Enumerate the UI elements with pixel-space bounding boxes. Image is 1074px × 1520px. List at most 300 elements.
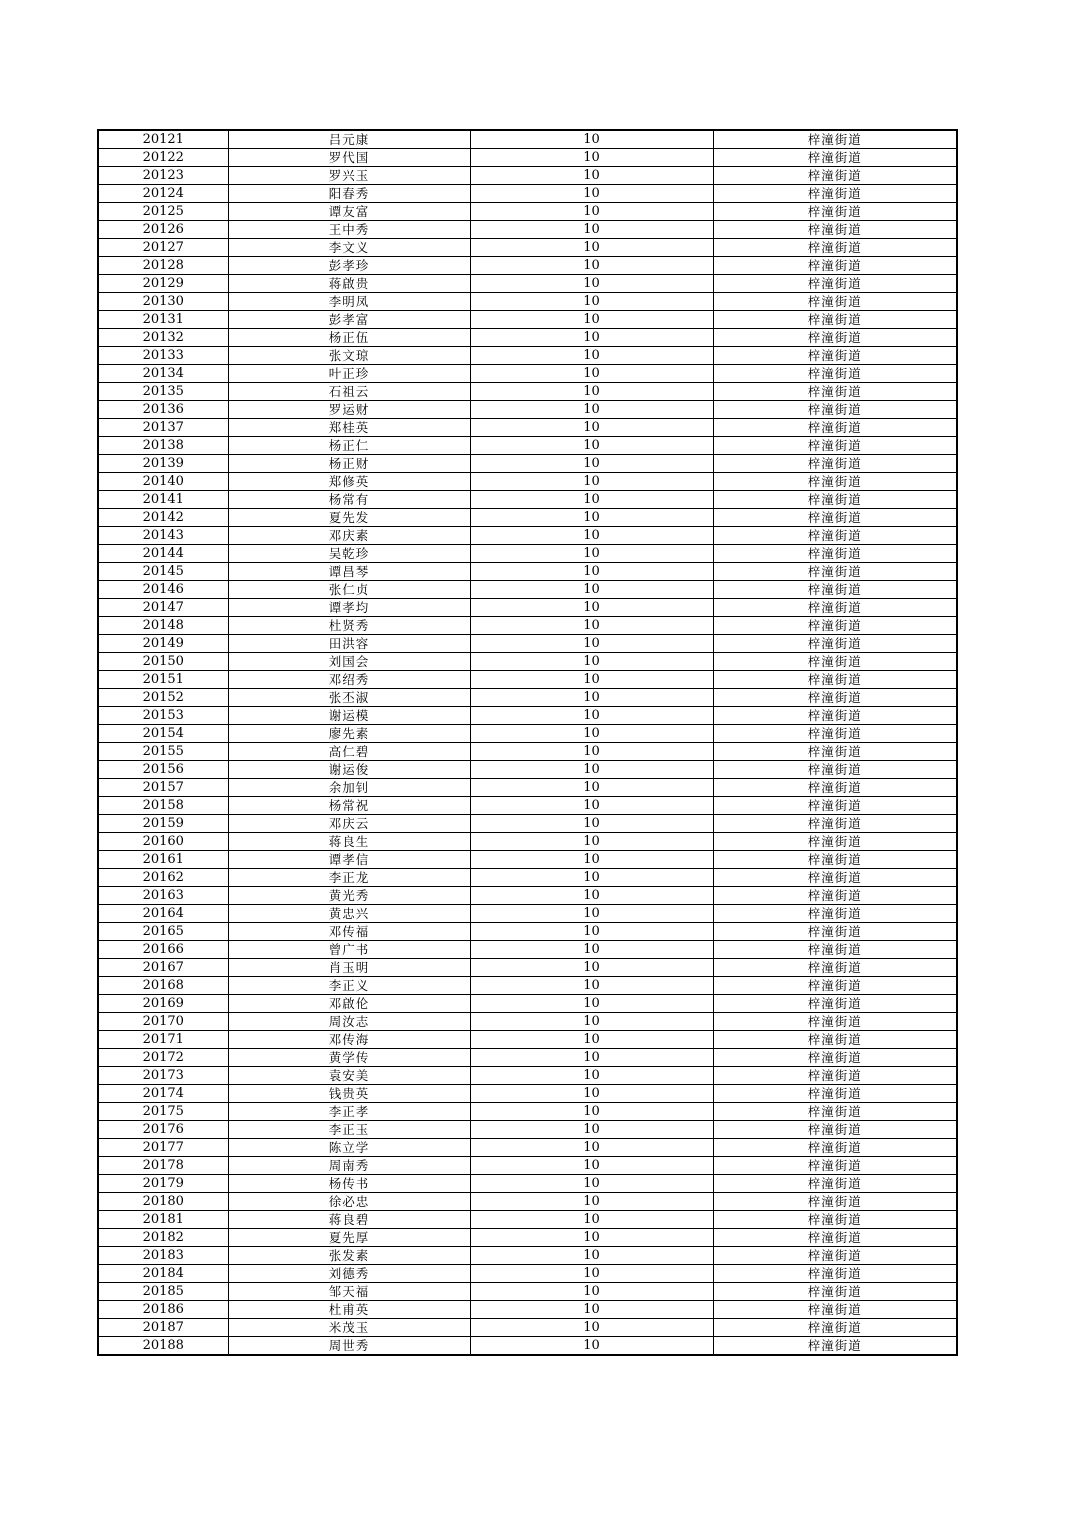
record-number-cell: 20144 bbox=[98, 545, 228, 563]
table-row bbox=[98, 419, 957, 437]
amount-cell: 10 bbox=[470, 293, 713, 311]
amount-cell: 10 bbox=[470, 1049, 713, 1067]
person-name-cell: 李正义 bbox=[228, 977, 470, 995]
street-cell: 梓潼街道 bbox=[713, 1283, 957, 1301]
street-cell: 梓潼街道 bbox=[713, 185, 957, 203]
amount-cell: 10 bbox=[470, 923, 713, 941]
table-row bbox=[98, 977, 957, 995]
street-cell: 梓潼街道 bbox=[713, 545, 957, 563]
street-cell: 梓潼街道 bbox=[713, 995, 957, 1013]
record-number-cell: 20164 bbox=[98, 905, 228, 923]
table-row bbox=[98, 365, 957, 383]
person-name-cell: 李文义 bbox=[228, 239, 470, 257]
amount-cell: 10 bbox=[470, 671, 713, 689]
person-name-cell: 邹天福 bbox=[228, 1283, 470, 1301]
record-number-cell: 20130 bbox=[98, 293, 228, 311]
person-name-cell: 邓庆素 bbox=[228, 527, 470, 545]
person-name-cell: 谭昌琴 bbox=[228, 563, 470, 581]
record-number-cell: 20187 bbox=[98, 1319, 228, 1337]
person-name-cell: 蒋良碧 bbox=[228, 1211, 470, 1229]
record-number-cell: 20182 bbox=[98, 1229, 228, 1247]
person-name-cell: 张文琼 bbox=[228, 347, 470, 365]
table-row bbox=[98, 401, 957, 419]
person-name-cell: 余加钊 bbox=[228, 779, 470, 797]
street-cell: 梓潼街道 bbox=[713, 491, 957, 509]
person-name-cell: 杜贤秀 bbox=[228, 617, 470, 635]
street-cell: 梓潼街道 bbox=[713, 1211, 957, 1229]
record-number-cell: 20127 bbox=[98, 239, 228, 257]
amount-cell: 10 bbox=[470, 1211, 713, 1229]
record-number-cell: 20151 bbox=[98, 671, 228, 689]
amount-cell: 10 bbox=[470, 545, 713, 563]
table-row bbox=[98, 1193, 957, 1211]
person-name-cell: 夏先发 bbox=[228, 509, 470, 527]
table-row bbox=[98, 563, 957, 581]
person-name-cell: 罗兴玉 bbox=[228, 167, 470, 185]
table-row bbox=[98, 689, 957, 707]
amount-cell: 10 bbox=[470, 779, 713, 797]
street-cell: 梓潼街道 bbox=[713, 473, 957, 491]
amount-cell: 10 bbox=[470, 167, 713, 185]
table-row bbox=[98, 1211, 957, 1229]
record-number-cell: 20173 bbox=[98, 1067, 228, 1085]
person-name-cell: 蒋啟贵 bbox=[228, 275, 470, 293]
person-name-cell: 杨正仁 bbox=[228, 437, 470, 455]
person-name-cell: 罗代国 bbox=[228, 149, 470, 167]
amount-cell: 10 bbox=[470, 977, 713, 995]
table-row bbox=[98, 491, 957, 509]
person-name-cell: 罗运财 bbox=[228, 401, 470, 419]
record-number-cell: 20145 bbox=[98, 563, 228, 581]
person-name-cell: 蒋良生 bbox=[228, 833, 470, 851]
person-name-cell: 李正龙 bbox=[228, 869, 470, 887]
street-cell: 梓潼街道 bbox=[713, 167, 957, 185]
amount-cell: 10 bbox=[470, 203, 713, 221]
street-cell: 梓潼街道 bbox=[713, 869, 957, 887]
street-cell: 梓潼街道 bbox=[713, 977, 957, 995]
record-number-cell: 20123 bbox=[98, 167, 228, 185]
table-row bbox=[98, 545, 957, 563]
amount-cell: 10 bbox=[470, 221, 713, 239]
amount-cell: 10 bbox=[470, 1157, 713, 1175]
street-cell: 梓潼街道 bbox=[713, 1301, 957, 1319]
amount-cell: 10 bbox=[470, 707, 713, 725]
amount-cell: 10 bbox=[470, 995, 713, 1013]
table-row bbox=[98, 617, 957, 635]
record-number-cell: 20183 bbox=[98, 1247, 228, 1265]
person-name-cell: 邓绍秀 bbox=[228, 671, 470, 689]
record-number-cell: 20186 bbox=[98, 1301, 228, 1319]
table-row bbox=[98, 1121, 957, 1139]
amount-cell: 10 bbox=[470, 1031, 713, 1049]
person-name-cell: 刘国会 bbox=[228, 653, 470, 671]
street-cell: 梓潼街道 bbox=[713, 923, 957, 941]
table-row bbox=[98, 1157, 957, 1175]
street-cell: 梓潼街道 bbox=[713, 130, 957, 149]
table-row bbox=[98, 761, 957, 779]
person-name-cell: 刘德秀 bbox=[228, 1265, 470, 1283]
table-row bbox=[98, 1319, 957, 1337]
street-cell: 梓潼街道 bbox=[713, 1157, 957, 1175]
table-row bbox=[98, 455, 957, 473]
record-number-cell: 20167 bbox=[98, 959, 228, 977]
amount-cell: 10 bbox=[470, 149, 713, 167]
amount-cell: 10 bbox=[470, 689, 713, 707]
amount-cell: 10 bbox=[470, 1283, 713, 1301]
amount-cell: 10 bbox=[470, 491, 713, 509]
street-cell: 梓潼街道 bbox=[713, 725, 957, 743]
record-number-cell: 20126 bbox=[98, 221, 228, 239]
person-name-cell: 王中秀 bbox=[228, 221, 470, 239]
record-number-cell: 20158 bbox=[98, 797, 228, 815]
person-name-cell: 阳春秀 bbox=[228, 185, 470, 203]
amount-cell: 10 bbox=[470, 275, 713, 293]
record-number-cell: 20141 bbox=[98, 491, 228, 509]
table-row bbox=[98, 1139, 957, 1157]
table-row bbox=[98, 851, 957, 869]
table-body bbox=[98, 130, 957, 1355]
street-cell: 梓潼街道 bbox=[713, 527, 957, 545]
amount-cell: 10 bbox=[470, 833, 713, 851]
table-row bbox=[98, 1247, 957, 1265]
table-row bbox=[98, 941, 957, 959]
amount-cell: 10 bbox=[470, 563, 713, 581]
street-cell: 梓潼街道 bbox=[713, 1121, 957, 1139]
record-number-cell: 20142 bbox=[98, 509, 228, 527]
street-cell: 梓潼街道 bbox=[713, 257, 957, 275]
person-name-cell: 杨常祝 bbox=[228, 797, 470, 815]
street-cell: 梓潼街道 bbox=[713, 419, 957, 437]
table-row bbox=[98, 149, 957, 167]
person-name-cell: 曾广书 bbox=[228, 941, 470, 959]
table-row bbox=[98, 221, 957, 239]
table-row bbox=[98, 1013, 957, 1031]
amount-cell: 10 bbox=[470, 1121, 713, 1139]
record-number-cell: 20176 bbox=[98, 1121, 228, 1139]
record-number-cell: 20170 bbox=[98, 1013, 228, 1031]
amount-cell: 10 bbox=[470, 527, 713, 545]
table-row bbox=[98, 383, 957, 401]
person-name-cell: 黄忠兴 bbox=[228, 905, 470, 923]
table-row bbox=[98, 1103, 957, 1121]
street-cell: 梓潼街道 bbox=[713, 635, 957, 653]
street-cell: 梓潼街道 bbox=[713, 797, 957, 815]
person-name-cell: 肖玉明 bbox=[228, 959, 470, 977]
table-row bbox=[98, 203, 957, 221]
street-cell: 梓潼街道 bbox=[713, 563, 957, 581]
amount-cell: 10 bbox=[470, 1139, 713, 1157]
record-number-cell: 20140 bbox=[98, 473, 228, 491]
person-name-cell: 高仁碧 bbox=[228, 743, 470, 761]
amount-cell: 10 bbox=[470, 455, 713, 473]
record-number-cell: 20136 bbox=[98, 401, 228, 419]
amount-cell: 10 bbox=[470, 1229, 713, 1247]
person-name-cell: 米茂玉 bbox=[228, 1319, 470, 1337]
amount-cell: 10 bbox=[470, 130, 713, 149]
amount-cell: 10 bbox=[470, 653, 713, 671]
record-number-cell: 20138 bbox=[98, 437, 228, 455]
record-number-cell: 20121 bbox=[98, 130, 228, 149]
table-row bbox=[98, 923, 957, 941]
street-cell: 梓潼街道 bbox=[713, 905, 957, 923]
street-cell: 梓潼街道 bbox=[713, 851, 957, 869]
record-number-cell: 20160 bbox=[98, 833, 228, 851]
record-number-cell: 20125 bbox=[98, 203, 228, 221]
street-cell: 梓潼街道 bbox=[713, 203, 957, 221]
amount-cell: 10 bbox=[470, 959, 713, 977]
amount-cell: 10 bbox=[470, 1013, 713, 1031]
record-number-cell: 20156 bbox=[98, 761, 228, 779]
record-number-cell: 20159 bbox=[98, 815, 228, 833]
amount-cell: 10 bbox=[470, 1067, 713, 1085]
person-name-cell: 郑修英 bbox=[228, 473, 470, 491]
record-number-cell: 20169 bbox=[98, 995, 228, 1013]
street-cell: 梓潼街道 bbox=[713, 1049, 957, 1067]
amount-cell: 10 bbox=[470, 1301, 713, 1319]
table-row bbox=[98, 1067, 957, 1085]
table-row bbox=[98, 869, 957, 887]
record-number-cell: 20133 bbox=[98, 347, 228, 365]
person-name-cell: 李正孝 bbox=[228, 1103, 470, 1121]
amount-cell: 10 bbox=[470, 473, 713, 491]
amount-cell: 10 bbox=[470, 365, 713, 383]
street-cell: 梓潼街道 bbox=[713, 149, 957, 167]
street-cell: 梓潼街道 bbox=[713, 617, 957, 635]
amount-cell: 10 bbox=[470, 1175, 713, 1193]
amount-cell: 10 bbox=[470, 383, 713, 401]
street-cell: 梓潼街道 bbox=[713, 1085, 957, 1103]
table-row bbox=[98, 707, 957, 725]
person-name-cell: 周世秀 bbox=[228, 1337, 470, 1356]
record-number-cell: 20124 bbox=[98, 185, 228, 203]
street-cell: 梓潼街道 bbox=[713, 1265, 957, 1283]
record-number-cell: 20179 bbox=[98, 1175, 228, 1193]
record-number-cell: 20188 bbox=[98, 1337, 228, 1356]
record-number-cell: 20135 bbox=[98, 383, 228, 401]
amount-cell: 10 bbox=[470, 941, 713, 959]
record-number-cell: 20154 bbox=[98, 725, 228, 743]
table-row bbox=[98, 743, 957, 761]
street-cell: 梓潼街道 bbox=[713, 941, 957, 959]
amount-cell: 10 bbox=[470, 725, 713, 743]
record-number-cell: 20171 bbox=[98, 1031, 228, 1049]
street-cell: 梓潼街道 bbox=[713, 959, 957, 977]
record-number-cell: 20150 bbox=[98, 653, 228, 671]
street-cell: 梓潼街道 bbox=[713, 1139, 957, 1157]
person-name-cell: 李明凤 bbox=[228, 293, 470, 311]
street-cell: 梓潼街道 bbox=[713, 1013, 957, 1031]
street-cell: 梓潼街道 bbox=[713, 1337, 957, 1356]
record-number-cell: 20184 bbox=[98, 1265, 228, 1283]
person-name-cell: 谢运俊 bbox=[228, 761, 470, 779]
person-name-cell: 杨正伍 bbox=[228, 329, 470, 347]
table-row bbox=[98, 833, 957, 851]
street-cell: 梓潼街道 bbox=[713, 689, 957, 707]
person-name-cell: 黄学传 bbox=[228, 1049, 470, 1067]
person-name-cell: 周南秀 bbox=[228, 1157, 470, 1175]
person-name-cell: 吕元康 bbox=[228, 130, 470, 149]
person-name-cell: 邓啟伦 bbox=[228, 995, 470, 1013]
person-name-cell: 周汝志 bbox=[228, 1013, 470, 1031]
record-number-cell: 20147 bbox=[98, 599, 228, 617]
amount-cell: 10 bbox=[470, 743, 713, 761]
street-cell: 梓潼街道 bbox=[713, 311, 957, 329]
record-number-cell: 20175 bbox=[98, 1103, 228, 1121]
person-name-cell: 张发素 bbox=[228, 1247, 470, 1265]
street-cell: 梓潼街道 bbox=[713, 761, 957, 779]
street-cell: 梓潼街道 bbox=[713, 743, 957, 761]
person-name-cell: 吴乾珍 bbox=[228, 545, 470, 563]
table-row bbox=[98, 347, 957, 365]
person-name-cell: 彭孝富 bbox=[228, 311, 470, 329]
table-row bbox=[98, 167, 957, 185]
street-cell: 梓潼街道 bbox=[713, 401, 957, 419]
table-row bbox=[98, 725, 957, 743]
table-row bbox=[98, 527, 957, 545]
record-number-cell: 20131 bbox=[98, 311, 228, 329]
person-name-cell: 廖先素 bbox=[228, 725, 470, 743]
person-name-cell: 郑桂英 bbox=[228, 419, 470, 437]
table-row bbox=[98, 1085, 957, 1103]
amount-cell: 10 bbox=[470, 1247, 713, 1265]
amount-cell: 10 bbox=[470, 1193, 713, 1211]
street-cell: 梓潼街道 bbox=[713, 653, 957, 671]
street-cell: 梓潼街道 bbox=[713, 1247, 957, 1265]
street-cell: 梓潼街道 bbox=[713, 1193, 957, 1211]
table-row bbox=[98, 671, 957, 689]
record-number-cell: 20139 bbox=[98, 455, 228, 473]
person-name-cell: 张仁贞 bbox=[228, 581, 470, 599]
table-row bbox=[98, 635, 957, 653]
amount-cell: 10 bbox=[470, 635, 713, 653]
amount-cell: 10 bbox=[470, 581, 713, 599]
table-row bbox=[98, 257, 957, 275]
person-name-cell: 谭友富 bbox=[228, 203, 470, 221]
person-name-cell: 李正玉 bbox=[228, 1121, 470, 1139]
record-number-cell: 20152 bbox=[98, 689, 228, 707]
street-cell: 梓潼街道 bbox=[713, 365, 957, 383]
table-row bbox=[98, 1049, 957, 1067]
table-row bbox=[98, 905, 957, 923]
table-row bbox=[98, 185, 957, 203]
amount-cell: 10 bbox=[470, 401, 713, 419]
amount-cell: 10 bbox=[470, 761, 713, 779]
street-cell: 梓潼街道 bbox=[713, 1175, 957, 1193]
street-cell: 梓潼街道 bbox=[713, 347, 957, 365]
street-cell: 梓潼街道 bbox=[713, 671, 957, 689]
amount-cell: 10 bbox=[470, 905, 713, 923]
record-number-cell: 20162 bbox=[98, 869, 228, 887]
street-cell: 梓潼街道 bbox=[713, 221, 957, 239]
street-cell: 梓潼街道 bbox=[713, 707, 957, 725]
person-name-cell: 邓庆云 bbox=[228, 815, 470, 833]
record-number-cell: 20155 bbox=[98, 743, 228, 761]
record-number-cell: 20163 bbox=[98, 887, 228, 905]
amount-cell: 10 bbox=[470, 257, 713, 275]
amount-cell: 10 bbox=[470, 311, 713, 329]
table-row bbox=[98, 1229, 957, 1247]
record-number-cell: 20122 bbox=[98, 149, 228, 167]
street-cell: 梓潼街道 bbox=[713, 1067, 957, 1085]
record-number-cell: 20146 bbox=[98, 581, 228, 599]
table-row bbox=[98, 1283, 957, 1301]
street-cell: 梓潼街道 bbox=[713, 815, 957, 833]
table-row bbox=[98, 311, 957, 329]
person-name-cell: 杨常有 bbox=[228, 491, 470, 509]
amount-cell: 10 bbox=[470, 419, 713, 437]
record-number-cell: 20185 bbox=[98, 1283, 228, 1301]
record-number-cell: 20157 bbox=[98, 779, 228, 797]
person-name-cell: 陈立学 bbox=[228, 1139, 470, 1157]
table-row bbox=[98, 959, 957, 977]
amount-cell: 10 bbox=[470, 329, 713, 347]
record-number-cell: 20153 bbox=[98, 707, 228, 725]
table-row bbox=[98, 1337, 957, 1356]
amount-cell: 10 bbox=[470, 851, 713, 869]
table-row bbox=[98, 599, 957, 617]
person-name-cell: 彭孝珍 bbox=[228, 257, 470, 275]
street-cell: 梓潼街道 bbox=[713, 293, 957, 311]
table-row bbox=[98, 1031, 957, 1049]
table-row bbox=[98, 1301, 957, 1319]
record-number-cell: 20134 bbox=[98, 365, 228, 383]
street-cell: 梓潼街道 bbox=[713, 437, 957, 455]
record-number-cell: 20178 bbox=[98, 1157, 228, 1175]
amount-cell: 10 bbox=[470, 887, 713, 905]
amount-cell: 10 bbox=[470, 437, 713, 455]
person-name-cell: 邓传海 bbox=[228, 1031, 470, 1049]
table-row bbox=[98, 473, 957, 491]
table-row bbox=[98, 653, 957, 671]
table-row bbox=[98, 239, 957, 257]
table-row bbox=[98, 995, 957, 1013]
person-name-cell: 钱贵英 bbox=[228, 1085, 470, 1103]
record-number-cell: 20161 bbox=[98, 851, 228, 869]
table-row bbox=[98, 581, 957, 599]
table-row bbox=[98, 437, 957, 455]
person-name-cell: 田洪容 bbox=[228, 635, 470, 653]
street-cell: 梓潼街道 bbox=[713, 1031, 957, 1049]
person-name-cell: 石祖云 bbox=[228, 383, 470, 401]
street-cell: 梓潼街道 bbox=[713, 509, 957, 527]
amount-cell: 10 bbox=[470, 1319, 713, 1337]
person-name-cell: 徐必忠 bbox=[228, 1193, 470, 1211]
amount-cell: 10 bbox=[470, 599, 713, 617]
table-row bbox=[98, 293, 957, 311]
amount-cell: 10 bbox=[470, 185, 713, 203]
table-row bbox=[98, 797, 957, 815]
street-cell: 梓潼街道 bbox=[713, 455, 957, 473]
person-name-cell: 谢运模 bbox=[228, 707, 470, 725]
amount-cell: 10 bbox=[470, 239, 713, 257]
record-number-cell: 20148 bbox=[98, 617, 228, 635]
person-name-cell: 黄光秀 bbox=[228, 887, 470, 905]
street-cell: 梓潼街道 bbox=[713, 1319, 957, 1337]
person-name-cell: 叶正珍 bbox=[228, 365, 470, 383]
street-cell: 梓潼街道 bbox=[713, 383, 957, 401]
person-name-cell: 邓传福 bbox=[228, 923, 470, 941]
record-number-cell: 20180 bbox=[98, 1193, 228, 1211]
table-row bbox=[98, 509, 957, 527]
record-number-cell: 20137 bbox=[98, 419, 228, 437]
street-cell: 梓潼街道 bbox=[713, 833, 957, 851]
amount-cell: 10 bbox=[470, 797, 713, 815]
table-row bbox=[98, 779, 957, 797]
street-cell: 梓潼街道 bbox=[713, 1229, 957, 1247]
street-cell: 梓潼街道 bbox=[713, 779, 957, 797]
record-number-cell: 20181 bbox=[98, 1211, 228, 1229]
street-cell: 梓潼街道 bbox=[713, 599, 957, 617]
